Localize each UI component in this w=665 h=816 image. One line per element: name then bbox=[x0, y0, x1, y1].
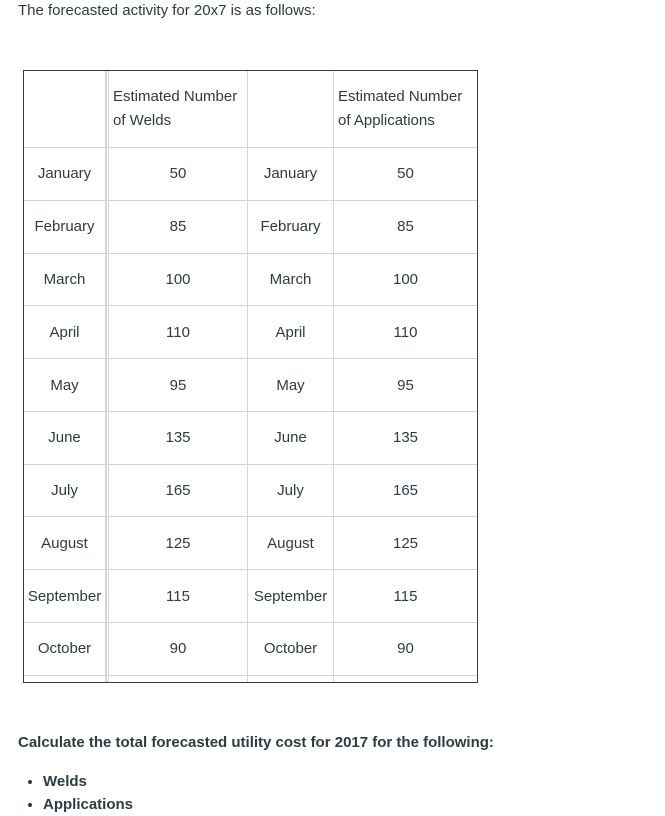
intro-text: The forecasted activity for 20x7 is as follows: bbox=[18, 2, 316, 19]
month-cell: February bbox=[248, 201, 334, 254]
applications-cell: 115 bbox=[334, 570, 477, 623]
bullet-applications: • Applications bbox=[43, 793, 133, 816]
month-cell: January bbox=[24, 148, 106, 201]
applications-cell: 165 bbox=[334, 465, 477, 518]
applications-cell: 90 bbox=[334, 623, 477, 676]
welds-cell: 90 bbox=[106, 623, 248, 676]
table-row bbox=[24, 623, 477, 676]
header-month-1 bbox=[24, 71, 106, 148]
applications-cell: 125 bbox=[334, 517, 477, 570]
table-header-row bbox=[24, 71, 477, 148]
table-row bbox=[24, 306, 477, 359]
welds-cell: 85 bbox=[106, 201, 248, 254]
welds-cell: 135 bbox=[106, 412, 248, 465]
table-body bbox=[24, 148, 477, 682]
table-row bbox=[24, 201, 477, 254]
month-cell: July bbox=[248, 465, 334, 518]
month-cell: August bbox=[24, 517, 106, 570]
applications-cell: 110 bbox=[334, 306, 477, 359]
month-cell: April bbox=[24, 306, 106, 359]
applications-cell: 50 bbox=[334, 148, 477, 201]
welds-cell: 165 bbox=[106, 465, 248, 518]
month-cell: May bbox=[24, 359, 106, 412]
header-welds: Estimated Number of Welds bbox=[106, 71, 248, 148]
month-cell: October bbox=[248, 623, 334, 676]
table-row bbox=[24, 148, 477, 201]
month-cell: June bbox=[248, 412, 334, 465]
welds-cell: 95 bbox=[106, 359, 248, 412]
month-cell: March bbox=[248, 254, 334, 307]
welds-cell: 50 bbox=[106, 148, 248, 201]
question-text: Calculate the total forecasted utility cost for 2017 for the following: bbox=[18, 734, 494, 751]
spacer-cell bbox=[106, 676, 248, 682]
month-cell: March bbox=[24, 254, 106, 307]
month-cell: September bbox=[248, 570, 334, 623]
applications-cell: 85 bbox=[334, 201, 477, 254]
table-row bbox=[24, 517, 477, 570]
table-row bbox=[24, 465, 477, 518]
applications-cell: 100 bbox=[334, 254, 477, 307]
table-row bbox=[24, 570, 477, 623]
month-cell: September bbox=[24, 570, 106, 623]
table-row bbox=[24, 254, 477, 307]
month-cell: October bbox=[24, 623, 106, 676]
table-row bbox=[24, 359, 477, 412]
month-cell: August bbox=[248, 517, 334, 570]
spacer-cell bbox=[248, 676, 334, 682]
applications-cell: 95 bbox=[334, 359, 477, 412]
header-applications: Estimated Number of Applications bbox=[334, 71, 477, 148]
month-cell: May bbox=[248, 359, 334, 412]
welds-cell: 125 bbox=[106, 517, 248, 570]
month-cell: January bbox=[248, 148, 334, 201]
welds-cell: 100 bbox=[106, 254, 248, 307]
bullet-welds: • Welds bbox=[43, 770, 133, 793]
applications-cell: 135 bbox=[334, 412, 477, 465]
welds-cell: 110 bbox=[106, 306, 248, 359]
table-spacer-row bbox=[24, 676, 477, 682]
month-cell: February bbox=[24, 201, 106, 254]
table-row bbox=[24, 412, 477, 465]
month-cell: July bbox=[24, 465, 106, 518]
welds-cell: 115 bbox=[106, 570, 248, 623]
spacer-cell bbox=[24, 676, 106, 682]
header-month-2 bbox=[248, 71, 334, 148]
spacer-cell bbox=[334, 676, 477, 682]
month-cell: June bbox=[24, 412, 106, 465]
forecast-table bbox=[23, 70, 478, 683]
bullet-list bbox=[25, 770, 133, 816]
month-cell: April bbox=[248, 306, 334, 359]
